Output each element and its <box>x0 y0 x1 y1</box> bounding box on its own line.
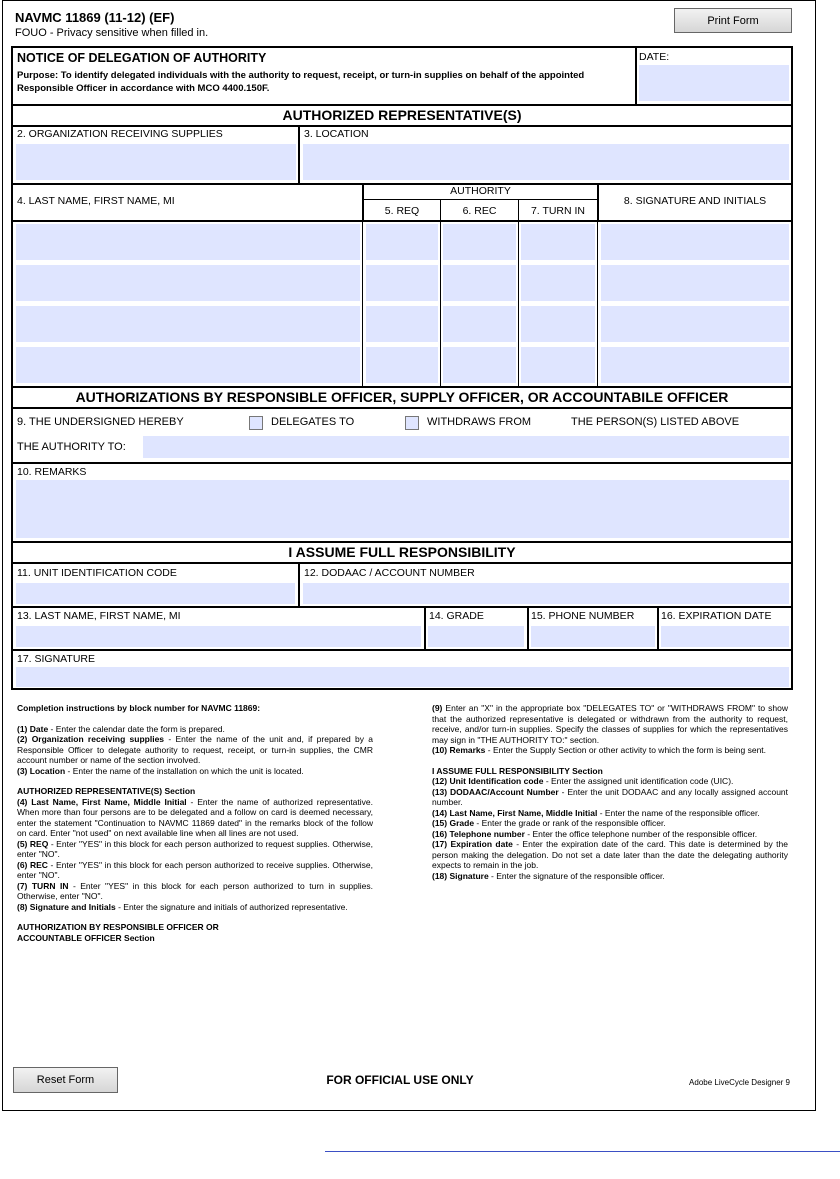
instruction-4: (4) Last Name, First Name, Middle Initial - Enter the name of authorized representative. When more than four persons are to be delegated and a follow on card is deemed necessary, enter the statement "Continuation to NAVMC 11869 dated" in the remarks block of the follow on card. Enter "not used" on next available line when all lines are not used. <box>17 796 373 838</box>
ro-name-label: 13. LAST NAME, FIRST NAME, MI <box>17 610 181 622</box>
rep-signature-input[interactable] <box>601 224 789 260</box>
instruction-2: (2) Organization receiving supplies - Enter the name of the unit and, if prepared by a Responsible Officer to delegate authority to request, receipt, or turn-in supplies, the CMR account number or name of the section involved. <box>17 734 373 765</box>
authorizations-title: AUTHORIZATIONS BY RESPONSIBLE OFFICER, SUPPLY OFFICER, OR ACCOUNTABILE OFFICER <box>75 389 729 405</box>
designer-label: Adobe LiveCycle Designer 9 <box>689 1078 790 1087</box>
rep-name-input[interactable] <box>16 224 360 260</box>
org-label: 2. ORGANIZATION RECEIVING SUPPLIES <box>17 128 223 140</box>
location-input[interactable] <box>303 144 789 180</box>
instruction-10: (10) Remarks - Enter the Supply Section or other activity to which the form is being sent. <box>432 745 767 755</box>
instructions-heading: Completion instructions by block number for NAVMC 11869: <box>17 703 261 713</box>
instruction-6: (6) REC - Enter "YES" in this block for each person authorized to receive supplies. Otherwise, enter "NO". <box>17 859 374 880</box>
ro-name-input[interactable] <box>16 626 421 647</box>
instruction-16: (16) Telephone number - Enter the office telephone number of the responsible officer. <box>432 828 758 839</box>
representatives-title: AUTHORIZED REPRESENTATIVE(S) <box>282 107 522 123</box>
instruction-12: (12) Unit Identification code - Enter the assigned unit identification code (UIC). <box>432 776 734 786</box>
date-input[interactable] <box>639 65 789 101</box>
undersigned-label: 9. THE UNDERSIGNED HEREBY <box>17 416 184 428</box>
rep-turnin-input[interactable] <box>521 306 595 342</box>
instruction-8: (8) Signature and Initials - Enter the signature and initials of authorized representative. <box>17 901 348 912</box>
remarks-input[interactable] <box>16 480 789 538</box>
expiration-label: 16. EXPIRATION DATE <box>661 610 772 622</box>
rep-signature-input[interactable] <box>601 265 789 301</box>
auth-section-heading-2: ACCOUNTABLE OFFICER Section <box>17 932 155 943</box>
dodaac-label: 12. DODAAC / ACCOUNT NUMBER <box>304 567 475 579</box>
rep-req-input[interactable] <box>366 224 438 260</box>
notice-purpose: Purpose: To identify delegated individuals with the authority to request, receipt, or turn-in supplies on behalf of the appointed Responsible Officer in accordance with MCO 4400.150F. <box>17 70 585 94</box>
rep-rec-input[interactable] <box>443 347 516 383</box>
instruction-3: (3) Location - Enter the name of the installation on which the unit is located. <box>17 765 304 776</box>
responsibility-title: I ASSUME FULL RESPONSIBILITY <box>288 544 516 560</box>
delegates-checkbox[interactable] <box>249 416 263 430</box>
instruction-5: (5) REQ - Enter "YES" in this block for each person authorized to request supplies. Otherwise, enter "NO". <box>17 838 373 859</box>
remarks-label: 10. REMARKS <box>17 466 87 478</box>
rep-section-heading: AUTHORIZED REPRESENTATIVE(S) Section <box>17 786 196 796</box>
rep-req-input[interactable] <box>366 265 438 301</box>
withdraws-label: WITHDRAWS FROM <box>427 416 532 428</box>
req-label: 5. REQ <box>384 205 420 217</box>
authority-to-label: THE AUTHORITY TO: <box>17 441 126 453</box>
rep-name-input[interactable] <box>16 265 360 301</box>
grade-label: 14. GRADE <box>429 610 484 622</box>
rep-rec-input[interactable] <box>443 306 516 342</box>
bottom-rule <box>325 1151 840 1152</box>
instructions-left <box>17 703 373 943</box>
phone-input[interactable] <box>531 626 655 647</box>
grade-input[interactable] <box>428 626 524 647</box>
date-label: DATE: <box>639 51 670 63</box>
print-form-button[interactable]: Print Form <box>674 8 792 33</box>
withdraws-checkbox[interactable] <box>405 416 419 430</box>
rep-turnin-input[interactable] <box>521 347 595 383</box>
persons-above-label: THE PERSON(S) LISTED ABOVE <box>571 416 740 428</box>
instructions-right <box>432 703 788 881</box>
rep-signature-input[interactable] <box>601 306 789 342</box>
org-input[interactable] <box>16 144 296 180</box>
name-label: 4. LAST NAME, FIRST NAME, MI <box>17 195 175 207</box>
rep-req-input[interactable] <box>366 306 438 342</box>
instruction-17: (17) Expiration date - Enter the expiration date of the card. This date is determined by the person making the delegation. Do not set a date later than the date the delegating authority expects to remain in the job. <box>432 839 788 870</box>
location-label: 3. LOCATION <box>304 128 369 140</box>
rep-turnin-input[interactable] <box>521 224 595 260</box>
uic-label: 11. UNIT IDENTIFICATION CODE <box>17 567 177 579</box>
auth-section-heading-1: AUTHORIZATION BY RESPONSIBLE OFFICER OR <box>17 922 219 932</box>
rep-req-input[interactable] <box>366 347 438 383</box>
expiration-input[interactable] <box>661 626 789 647</box>
rep-name-input[interactable] <box>16 347 360 383</box>
signature-initials-label: 8. SIGNATURE AND INITIALS <box>623 195 767 207</box>
authority-label: AUTHORITY <box>450 185 511 197</box>
instruction-14: (14) Last Name, First Name, Middle Initial - Enter the name of the responsible officer. <box>432 807 760 818</box>
form-body <box>11 46 793 690</box>
form-id: NAVMC 11869 (11-12) (EF) <box>15 10 175 25</box>
rep-rec-input[interactable] <box>443 224 516 260</box>
authority-to-input[interactable] <box>143 436 789 458</box>
notice-title: NOTICE OF DELEGATION OF AUTHORITY <box>17 51 267 65</box>
official-use-label: FOR OFFICIAL USE ONLY <box>326 1073 474 1087</box>
instruction-15: (15) Grade - Enter the grade or rank of the responsible officer. <box>432 818 666 828</box>
rec-label: 6. REC <box>462 205 497 217</box>
instruction-1: (1) Date - Enter the calendar date the form is prepared. <box>17 723 225 734</box>
rep-name-input[interactable] <box>16 306 360 342</box>
delegates-label: DELEGATES TO <box>271 416 355 428</box>
instruction-18: (18) Signature - Enter the signature of the responsible officer. <box>432 870 665 881</box>
privacy-notice: FOUO - Privacy sensitive when filled in. <box>15 27 209 39</box>
instruction-13: (13) DODAAC/Account Number - Enter the unit DODAAC and any locally assigned account number. <box>432 786 789 807</box>
turnin-label: 7. TURN IN <box>530 205 586 217</box>
rep-rec-input[interactable] <box>443 265 516 301</box>
phone-label: 15. PHONE NUMBER <box>531 610 635 622</box>
rep-turnin-input[interactable] <box>521 265 595 301</box>
rep-signature-input[interactable] <box>601 347 789 383</box>
reset-form-button[interactable]: Reset Form <box>13 1067 118 1093</box>
instruction-9: (9) Enter an "X" in the appropriate box "DELEGATES TO" or "WITHDRAWS FROM" to show that the authorized representative is delegated or withdrawn from the authority to request, receive, and/or turn-in supplies. Specify the classes of supplies for which the representatives may sign in "THE AUTHORITY TO:" section. <box>432 703 788 745</box>
dodaac-input[interactable] <box>303 583 789 604</box>
ro-signature-input[interactable] <box>16 667 789 687</box>
instruction-7: (7) TURN IN - Enter "YES" in this block for each person authorized to turn in supplies. Otherwise, enter "NO". <box>17 880 373 901</box>
uic-input[interactable] <box>16 583 295 604</box>
ro-signature-label: 17. SIGNATURE <box>17 653 95 665</box>
resp-section-heading: I ASSUME FULL RESPONSIBILITY Section <box>432 765 603 776</box>
